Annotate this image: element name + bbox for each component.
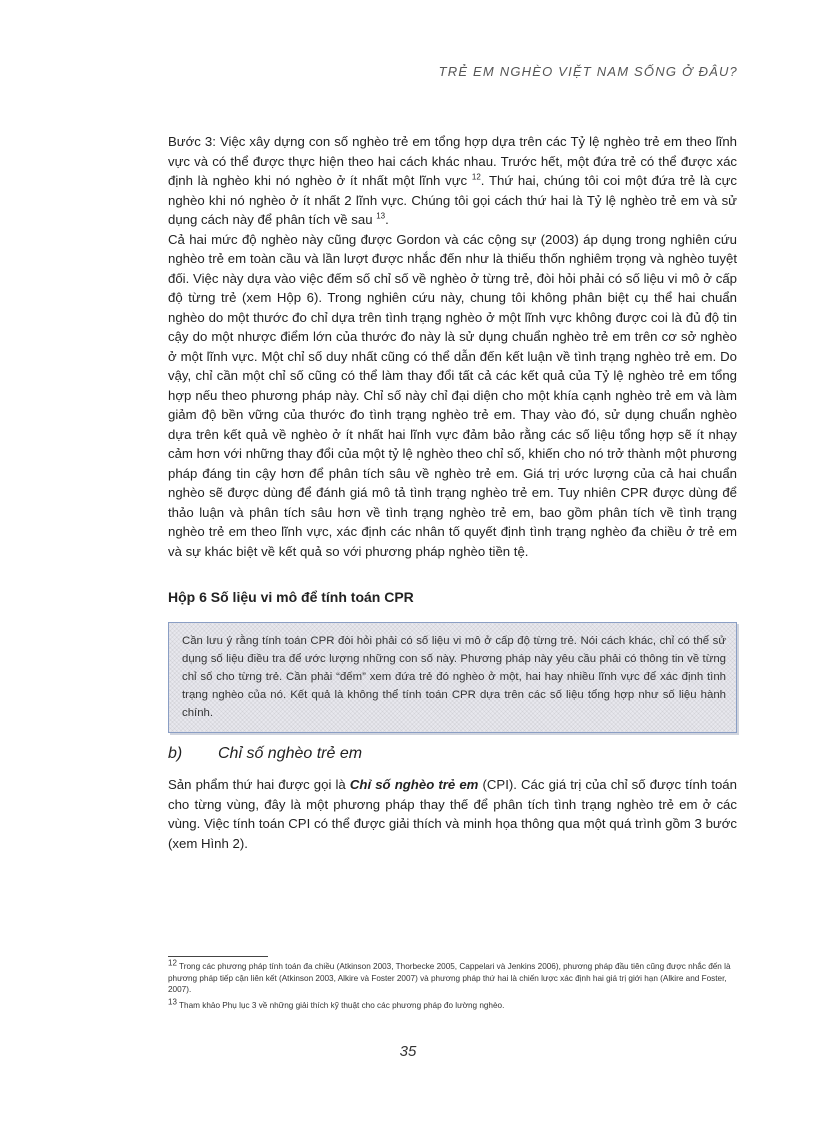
paragraph-poverty-levels: Cả hai mức độ nghèo này cũng được Gordon và các cộng sự (2003) áp dụng trong nghiên cứu nghèo trẻ em toàn cầu và lần lượt được nhắc đến như là thiếu thốn nghiêm trọng và nghèo tuyệt đối. Việc này dựa vào việc đếm số chỉ số về nghèo ở từng trẻ, đòi hỏi phải có số liệu vi mô ở cấp độ từng trẻ (xem Hộp 6). Trong nghiên cứu này, chung tôi không phân biệt cụ thể hai chuẩn nghèo do một thước đo chỉ dựa trên tình trạng nghèo ở một lĩnh vực không được coi là đủ độ tin cậy do một nhược điểm lớn của thước đo này là sử dụng chuẩn nghèo trẻ em trên cơ sở nghèo ở một lĩnh vực. Một chỉ số duy nhất cũng có thể dẫn đến kết luận về tình trạng nghèo trẻ em. Do vậy, chỉ cần một chỉ số cũng có thể làm thay đổi tất cả các kết quả của Tỷ lệ nghèo trẻ em tổng hợp nếu theo phương pháp này. Chỉ số này chỉ đại diện cho một khía cạnh nghèo trẻ em và làm giảm độ bền vững của thước đo tình trạng nghèo trẻ em. Thay vào đó, sử dụng chuẩn nghèo dựa trên kết quả về nghèo ở ít nhất hai lĩnh vực đảm bảo rằng các số liệu tổng hợp sẽ ít nhạy cảm hơn với những thay đổi của một tỷ lệ nghèo theo chỉ số, khiến cho nó trở thành một phương pháp đáng tin cậy hơn để phân tích sâu về nghèo trẻ em. Giá trị ước lượng của cả hai chuẩn nghèo sẽ được dùng để đánh giá mô tả tình trạng nghèo trẻ em. Tuy nhiên CPR được dùng để thảo luận và phân tích sâu hơn về tình trạng nghèo trẻ em, bao gồm phân tích về tình trạng nghèo trẻ em theo lĩnh vực, xác định các nhân tố quyết định tình trạng nghèo đa chiều ở trẻ em và sự khác biệt về kết quả so với phương pháp nghèo tiền tệ. (168, 231, 737, 559)
paragraph-text: Bước 3: Việc xây dựng con số nghèo trẻ em tổng hợp dựa trên các Tỷ lệ nghèo trẻ em theo lĩnh vực và có thể được thực hiện theo hai cách khác nhau. Trước hết, một đứa trẻ có thể được xác định là nghèo khi nó nghèo ở ít nhất một lĩnh vực (168, 134, 737, 188)
paragraph-text: . Thứ hai, chúng tôi coi một đứa trẻ là cực nghèo khi nó nghèo ở ít nhất 2 lĩnh vực. Chúng tôi gọi cách thứ hai là Tỷ lệ nghèo trẻ em và sử dụng cách này để phân tích về sau (168, 173, 737, 227)
running-header: TRẺ EM NGHÈO VIỆT NAM SỐNG Ở ĐÂU? (438, 64, 738, 79)
page-number: 35 (399, 1043, 417, 1060)
footnote-number: 12 (168, 958, 177, 968)
footnote-text: Tham khảo Phụ lục 3 về những giải thích kỹ thuật cho các phương pháp đo lường nghèo. (179, 1000, 505, 1010)
footnote-divider (168, 956, 268, 957)
footnote-13 (168, 996, 737, 1012)
subsection-heading (168, 745, 737, 763)
footnote-number: 13 (168, 996, 177, 1006)
footnote-ref[interactable]: 12 (471, 172, 481, 182)
footnote-ref[interactable]: 13 (376, 211, 386, 221)
box-heading: Hộp 6 Số liệu vi mô để tính toán CPR (168, 589, 414, 605)
paragraph-step-3 (168, 132, 737, 230)
footnote-text: Trong các phương pháp tính toán đa chiều (Atkinson 2003, Thorbecke 2005, Cappelari và Jenkins 2006), phương pháp đầu tiên cũng được nhắc đến là phương pháp tiếp cận liên kết (Atkinson 2003, Alkire và Foster 2007) và phương pháp thứ hai là chiến lược xác định hai giá trị giới hạn (Alkire and Foster, 2007). (168, 962, 731, 994)
paragraph-text: . (385, 212, 389, 227)
footnotes (168, 958, 737, 1015)
cpi-term: Chỉ số nghèo trẻ em (349, 777, 479, 792)
footnote-12 (168, 958, 737, 996)
paragraph-text: Sản phẩm thứ hai được gọi là (168, 777, 350, 792)
subsection-title: Chỉ số nghèo trẻ em (218, 745, 363, 762)
page-body (168, 132, 737, 853)
box-6 (168, 622, 737, 733)
subsection-letter: b) (168, 745, 183, 762)
box-text: Cần lưu ý rằng tính toán CPR đòi hỏi phải có số liệu vi mô ở cấp độ từng trẻ. Nói cách khác, chỉ có thể sử dụng số liệu điều tra để ước lượng những con số này. Phương pháp này yêu cầu phải có thông tin về từng chỉ số cho từng trẻ. Cần phải “đếm” xem đứa trẻ đó nghèo ở một, hai hay nhiều lĩnh vực để xác định tình trạng nghèo của nó. Kết quả là không thể tính toán CPR dựa trên các số liệu tổng hợp như số liệu hành chính. (182, 635, 726, 719)
paragraph-cpi (168, 775, 737, 853)
paragraph-text: (CPI). Các giá trị của chỉ số được tính toán cho từng vùng, đây là một phương pháp thay thế để phân tích tình trạng nghèo trẻ em ở các vùng. Việc tính toán CPI có thể được giải thích và minh họa thông qua một quá trình gồm 3 bước (xem Hình 2). (168, 777, 737, 851)
